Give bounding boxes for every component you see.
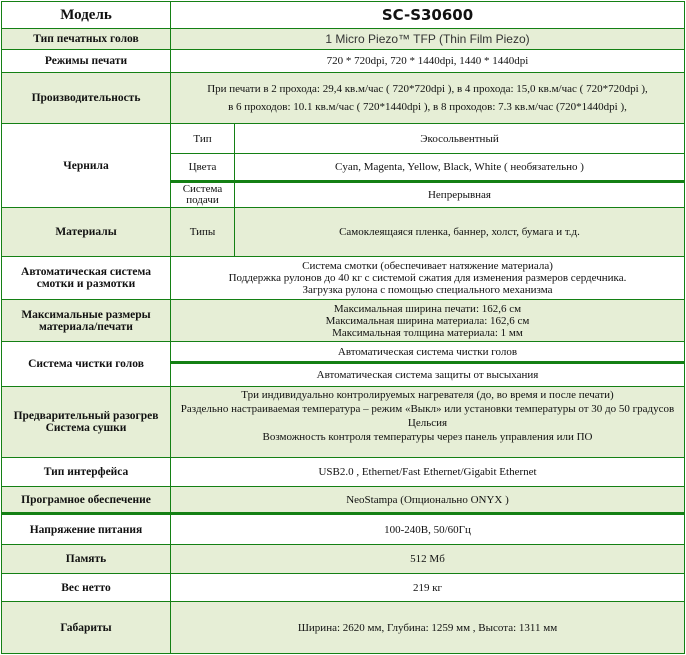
max-sizes-line: Максимальная ширина материала: 162,6 см: [325, 314, 530, 327]
power-value: 100-240В, 50/60Гц: [171, 514, 685, 545]
ink-colors-value: Cyan, Magenta, Yellow, Black, White ( необязательно ): [235, 154, 685, 182]
power-label: Напряжение питания: [2, 514, 171, 545]
weight-label: Вес нетто: [2, 574, 171, 602]
materials-sub-label: Типы: [171, 208, 235, 257]
weight-value: 219 кг: [171, 574, 685, 602]
row-weight: [2, 574, 685, 602]
software-label: Програмное обеспечение: [2, 487, 171, 514]
row-materials: [2, 208, 685, 257]
row-software: [2, 487, 685, 514]
row-memory: [2, 545, 685, 574]
ink-supply-label: Система подачи: [171, 182, 235, 208]
dimensions-value: Ширина: 2620 мм, Глубина: 1259 мм , Высота: 1311 мм: [171, 602, 685, 654]
max-sizes-label: Максимальные размеры материала/печати: [2, 300, 171, 342]
productivity-value: [171, 73, 685, 124]
cleaning-value-1: Автоматическая система чистки голов: [171, 342, 685, 363]
interface-label: Тип интерфейса: [2, 458, 171, 487]
heads-value: 1 Micro Piezo™ TFP (Thin Film Piezo): [171, 29, 685, 50]
ink-type-label: Тип: [171, 124, 235, 154]
heating-line: Раздельно настраиваемая температура – режим «Выкл» или установки температуры от 30 до 50 градусов Цельсия: [180, 403, 675, 429]
row-cleaning-1: [2, 342, 685, 363]
winding-line: Система смотки (обеспечивает натяжение материала): [302, 260, 553, 272]
ink-type-value: Экосольвентный: [235, 124, 685, 154]
heating-value: [171, 387, 685, 458]
modes-label: Режимы печати: [2, 50, 171, 73]
ink-colors-label: Цвета: [171, 154, 235, 182]
row-heads: [2, 29, 685, 50]
cleaning-label: Система чистки голов: [2, 342, 171, 387]
row-model: [2, 2, 685, 29]
max-sizes-value: [171, 300, 685, 342]
row-dimensions: [2, 602, 685, 654]
model-value: SC-S30600: [171, 2, 685, 29]
heating-line: Три индивидуально контролируемых нагревателя (до, во время и после печати): [241, 389, 614, 401]
cleaning-value-2: Автоматическая система защиты от высыхания: [171, 363, 685, 387]
spec-table: [1, 1, 685, 654]
software-value: NeoStampa (Опционально ONYX ): [171, 487, 685, 514]
model-label: Модель: [2, 2, 171, 29]
winding-value: [171, 257, 685, 300]
row-max-sizes: [2, 300, 685, 342]
max-sizes-line: Максимальная ширина печати: 162,6 см: [333, 302, 522, 315]
row-ink-type: [2, 124, 685, 154]
productivity-line: в 6 проходов: 10.1 кв.м/час ( 720*1440dpi ), в 8 проходов: 7.3 кв.м/час (720*1440dpi ),: [228, 101, 627, 113]
ink-supply-value: Непрерывная: [235, 182, 685, 208]
row-heating: [2, 387, 685, 458]
memory-value: 512 Мб: [171, 545, 685, 574]
row-power: [2, 514, 685, 545]
row-interface: [2, 458, 685, 487]
heating-label: Предварительный разогрев Система сушки: [2, 387, 171, 458]
productivity-label: Производительность: [2, 73, 171, 124]
max-sizes-line: Максимальная толщина материала: 1 мм: [332, 326, 523, 339]
row-winding: [2, 257, 685, 300]
heating-line: Возможность контроля температуры через панель управления или ПО: [262, 431, 593, 443]
modes-value: 720 * 720dpi, 720 * 1440dpi, 1440 * 1440dpi: [171, 50, 685, 73]
productivity-line: При печати в 2 прохода: 29,4 кв.м/час ( 720*720dpi ), в 4 прохода: 15,0 кв.м/час ( 720*720dpi ),: [207, 83, 648, 95]
interface-value: USB2.0 , Ethernet/Fast Ethernet/Gigabit Ethernet: [171, 458, 685, 487]
winding-label: Автоматическая система смотки и размотки: [2, 257, 171, 300]
dimensions-label: Габариты: [2, 602, 171, 654]
winding-line: Поддержка рулонов до 40 кг с системой сжатия для изменения размеров сердечника.: [228, 272, 627, 284]
row-modes: [2, 50, 685, 73]
heads-label: Тип печатных голов: [2, 29, 171, 50]
winding-line: Загрузка рулона с помощью специального механизма: [302, 284, 553, 296]
memory-label: Память: [2, 545, 171, 574]
row-productivity: [2, 73, 685, 124]
materials-label: Материалы: [2, 208, 171, 257]
materials-value: Самоклеящаяся пленка, баннер, холст, бумага и т.д.: [235, 208, 685, 257]
ink-label: Чернила: [2, 124, 171, 208]
